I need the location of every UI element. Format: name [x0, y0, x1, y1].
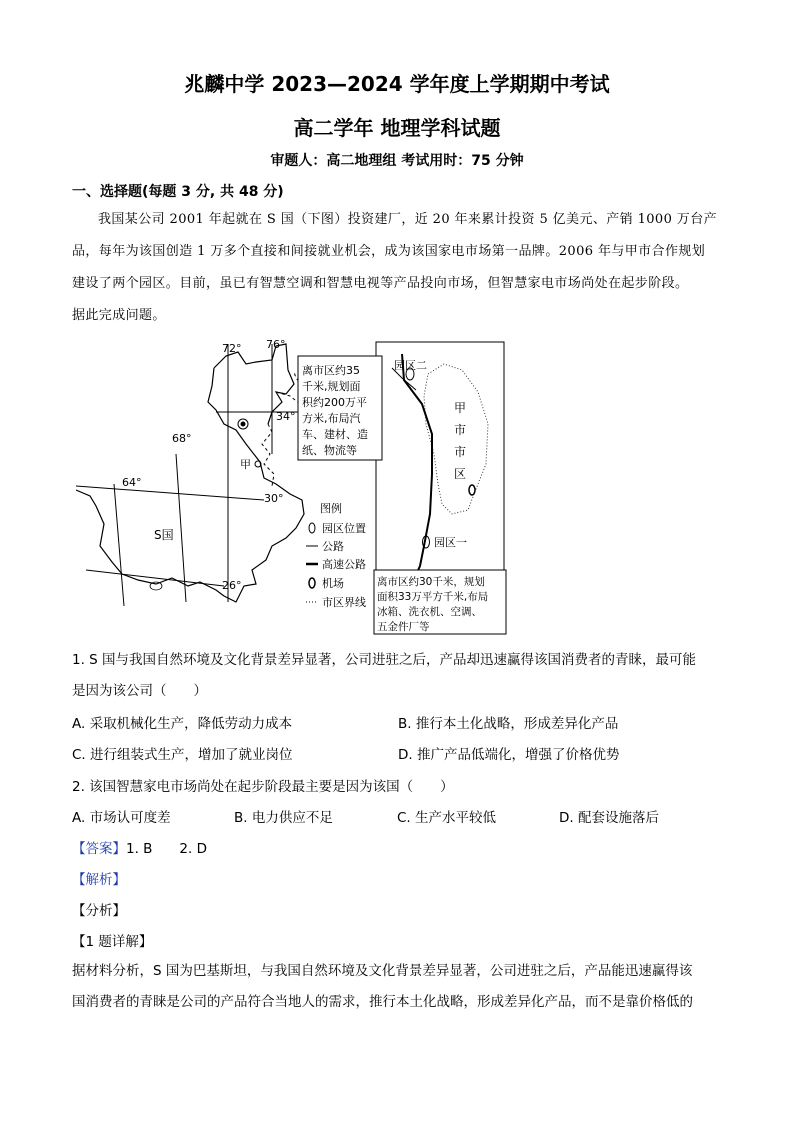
park1-info-line: 离市区约30千米，规划	[377, 576, 485, 588]
lat-72: 72°	[222, 342, 242, 355]
fenxi-label: 【分析】	[72, 903, 126, 919]
answer-line	[72, 837, 207, 857]
city-area-char: 市	[454, 423, 467, 437]
section-title: 一、选择题(每题 3 分, 共 48 分)	[72, 184, 284, 200]
lat-26: 26°	[222, 579, 242, 592]
answer-label: 【答案】	[72, 841, 126, 857]
park2-info-line: 纸、物流等	[302, 444, 357, 457]
s-country-map	[76, 344, 306, 606]
park2-info-line: 车、建材、造	[302, 428, 368, 441]
passage-line: 我国某公司 2001 年起就在 S 国（下图）投资建厂，近 20 年来累计投资 5 亿美元、产销 1000 万台产	[98, 212, 718, 227]
city-area-char: 市	[454, 445, 467, 459]
legend-park: 园区位置	[322, 522, 366, 535]
q2-option-d: D. 配套设施落后	[559, 810, 659, 826]
map-figure	[76, 334, 512, 636]
exam-subtitle: 高二学年 地理学科试题	[293, 116, 501, 140]
lat-30: 30°	[264, 492, 284, 505]
q1-option-d: D. 推广产品低端化，增强了价格优势	[398, 747, 620, 763]
lat-68: 68°	[172, 432, 192, 445]
passage-line: 建设了两个园区。目前，虽已有智慧空调和智慧电视等产品投向市场，但智慧家电市场尚处在起步阶段。	[72, 276, 689, 291]
lat-64: 64°	[122, 476, 142, 489]
legend-airport: 机场	[322, 577, 344, 590]
passage-line: 据此完成问题。	[72, 308, 166, 323]
q2-option-c: C. 生产水平较低	[397, 810, 497, 826]
legend-road: 公路	[322, 540, 344, 553]
author-line: 审题人：高二地理组 考试用时：75 分钟	[270, 153, 524, 169]
park1-info-line: 冰箱、洗衣机、空调、	[377, 606, 482, 618]
question-1	[72, 645, 724, 707]
park2-info-line: 离市区约35	[302, 364, 360, 377]
detail-text	[72, 956, 724, 1018]
country-label: S国	[154, 528, 174, 542]
park-location-icon	[309, 523, 315, 533]
legend-boundary: 市区界线	[322, 596, 366, 609]
q2-option-b: B. 电力供应不足	[234, 810, 333, 826]
airport-marker	[469, 485, 475, 495]
city-area-char: 甲	[454, 401, 467, 415]
park2-info-line: 千米,规划面	[302, 380, 361, 393]
q1-option-b: B. 推行本土化战略，形成差异化产品	[398, 716, 619, 732]
legend-highway: 高速公路	[322, 558, 366, 571]
q1-stem-line: 是因为该公司（ ）	[72, 683, 207, 699]
passage-line: 品，每年为该国创造 1 万多个直接和间接就业机会，成为该国家电市场第一品牌。2006 年与甲市合作规划	[72, 244, 706, 259]
park2-label: 园区二	[394, 359, 427, 372]
map-legend	[306, 501, 366, 609]
q1-stem-line: 1. S 国与我国自然环境及文化背景差异显著，公司进驻之后，产品却迅速赢得该国消费者的青睐，最可能	[72, 652, 697, 668]
answer-values: 1. B 2. D	[126, 841, 207, 857]
city-jia-label: 甲	[240, 458, 251, 471]
q2-stem: 2. 该国智慧家电市场尚处在起步阶段最主要是因为该国（ ）	[72, 779, 454, 795]
q1-option-c: C. 进行组装式生产，增加了就业岗位	[72, 747, 293, 763]
park2-info-line: 方米,布局汽	[302, 412, 361, 425]
park1-info-line: 五金件厂等	[377, 621, 430, 633]
q1-option-a: A. 采取机械化生产，降低劳动力成本	[72, 716, 293, 732]
analysis-label: 【解析】	[72, 872, 126, 888]
airport-icon	[309, 578, 315, 588]
passage	[72, 204, 724, 332]
park2-info-line: 积约200万平	[302, 396, 367, 409]
park1-info-line: 面积33万平方千米,布局	[377, 591, 489, 603]
detail-line: 国消费者的青睐是公司的产品符合当地人的需求，推行本土化战略，形成差异化产品，而不是靠价格低的	[72, 994, 693, 1010]
lat-34: 34°	[276, 410, 296, 423]
park1-label: 园区一	[434, 536, 467, 549]
city-boundary	[424, 364, 488, 514]
detail-label: 【1 题详解】	[72, 934, 153, 950]
legend-title: 图例	[320, 502, 342, 515]
q2-option-a: A. 市场认可度差	[72, 810, 171, 826]
exam-title: 兆麟中学 2023—2024 学年度上学期期中考试	[184, 72, 610, 96]
detail-line: 据材料分析，S 国为巴基斯坦，与我国自然环境及文化背景差异显著，公司进驻之后，产品能迅速赢得该	[72, 963, 693, 979]
city-area-char: 区	[454, 467, 467, 481]
lat-76: 76°	[266, 338, 286, 351]
